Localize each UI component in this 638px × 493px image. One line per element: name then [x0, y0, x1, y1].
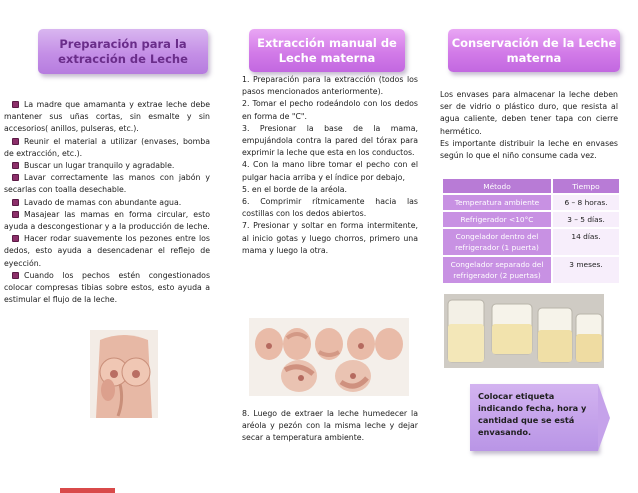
table-header-time: Tiempo: [553, 179, 619, 193]
footer-decoration: [60, 488, 115, 493]
list-item: Cuando los pechos estén congestionados colocar compresas tibias sobre estos, esto ayuda a estimular el flujo de la leche.: [4, 270, 210, 305]
table-cell-time: 14 días.: [553, 229, 619, 255]
list-item: Reunir el material a utilizar (envases, bomba de extracción, etc.).: [4, 136, 210, 158]
preparation-steps-list: [4, 99, 210, 306]
table-row: [443, 212, 619, 227]
breast-massage-illustration: [90, 330, 158, 418]
table-row: [443, 229, 619, 255]
list-item: 3. Presionar la base de la mama, empujándola contra la pared del tórax para exprimir la leche que esta en los conductos.: [242, 123, 418, 158]
table-cell-method: Congelador separado del refrigerador (2 puertas): [443, 257, 551, 283]
column1-title-text: Preparación para la extracción de Leche: [58, 36, 188, 66]
table-header-row: [443, 179, 619, 193]
list-item: Lavar correctamente las manos con jabón y secarlas con toalla desechable.: [4, 173, 210, 195]
column2-title-text: Extracción manual de Leche materna: [257, 35, 397, 65]
extraction-steps-list: [242, 74, 418, 257]
table-cell-time: 3 meses.: [553, 257, 619, 283]
list-item: Lavado de mamas con abundante agua.: [4, 197, 210, 209]
bullet-icon: [12, 162, 19, 169]
column3-title-text: Conservación de la Leche materna: [451, 35, 617, 65]
bullet-icon: [12, 174, 19, 181]
callout-arrow-icon: [598, 384, 610, 451]
label-note-callout: [470, 384, 598, 451]
bullet-icon: [12, 101, 19, 108]
column2-title: [249, 29, 405, 72]
list-item: 2. Tomar el pecho rodeándolo con los dedos en forma de "C".: [242, 99, 418, 121]
label-note-text: Colocar etiqueta indicando fecha, hora y cantidad que se está envasando.: [478, 391, 587, 437]
bullet-icon: [12, 272, 19, 279]
table-cell-method: Refrigerador <10°C: [443, 212, 551, 227]
extraction-step-8: 8. Luego de extraer la leche humedecer la aréola y pezón con la misma leche y dejar secar a temperatura ambiente.: [242, 409, 418, 443]
list-item: La madre que amamanta y extrae leche debe mantener sus uñas cortas, sin esmalte y sin accesorios( anillos, pulseras, etc.).: [4, 100, 210, 134]
column3-title: [448, 29, 620, 72]
list-item: 5. en el borde de la aréola.: [242, 184, 348, 194]
list-item: Masajear las mamas en forma circular, esto ayuda a descongestionar y a la producción de leche.: [4, 209, 210, 232]
bullet-icon: [12, 235, 19, 242]
table-header-method: Método: [443, 179, 551, 193]
table-row: [443, 257, 619, 283]
list-item: 7. Presionar y soltar en forma intermitente, al inicio gotas y luego chorros, primero una mama y luego la otra.: [242, 221, 418, 255]
list-item: 6. Comprimir rítmicamente hacia las costillas con los dedos abiertos.: [242, 197, 418, 219]
bullet-icon: [12, 138, 19, 145]
storage-intro-text: Los envases para almacenar la leche deben ser de vidrio o plástico duro, que resista al agua caliente, deben tener tapa con cierre hermético. Es importante distribuir la leche en envases según lo que el niño consume cada vez.: [440, 90, 618, 161]
bullet-icon: [12, 211, 19, 218]
list-item: Buscar un lugar tranquilo y agradable.: [4, 160, 210, 172]
manual-extraction-illustrations: [249, 318, 409, 396]
table-cell-time: 6 – 8 horas.: [553, 195, 619, 210]
bullet-icon: [12, 199, 19, 206]
list-item: 1. Preparación para la extracción (todos los pasos mencionados anteriormente).: [242, 75, 418, 97]
list-item: Hacer rodar suavemente los pezones entre los dedos, esto ayuda a desencadenar el reflejo de eyección.: [4, 234, 210, 268]
table-cell-method: Congelador dentro del refrigerador (1 puerta): [443, 229, 551, 255]
list-item: 4. Con la mano libre tomar el pecho con el pulgar hacia arriba y el índice por debajo,: [242, 160, 418, 182]
table-cell-time: 3 – 5 días.: [553, 212, 619, 227]
stored-milk-containers-photo: [444, 294, 604, 368]
storage-time-table: [441, 177, 621, 285]
table-row: [443, 195, 619, 210]
table-cell-method: Temperatura ambiente: [443, 195, 551, 210]
column1-title: [38, 29, 208, 74]
